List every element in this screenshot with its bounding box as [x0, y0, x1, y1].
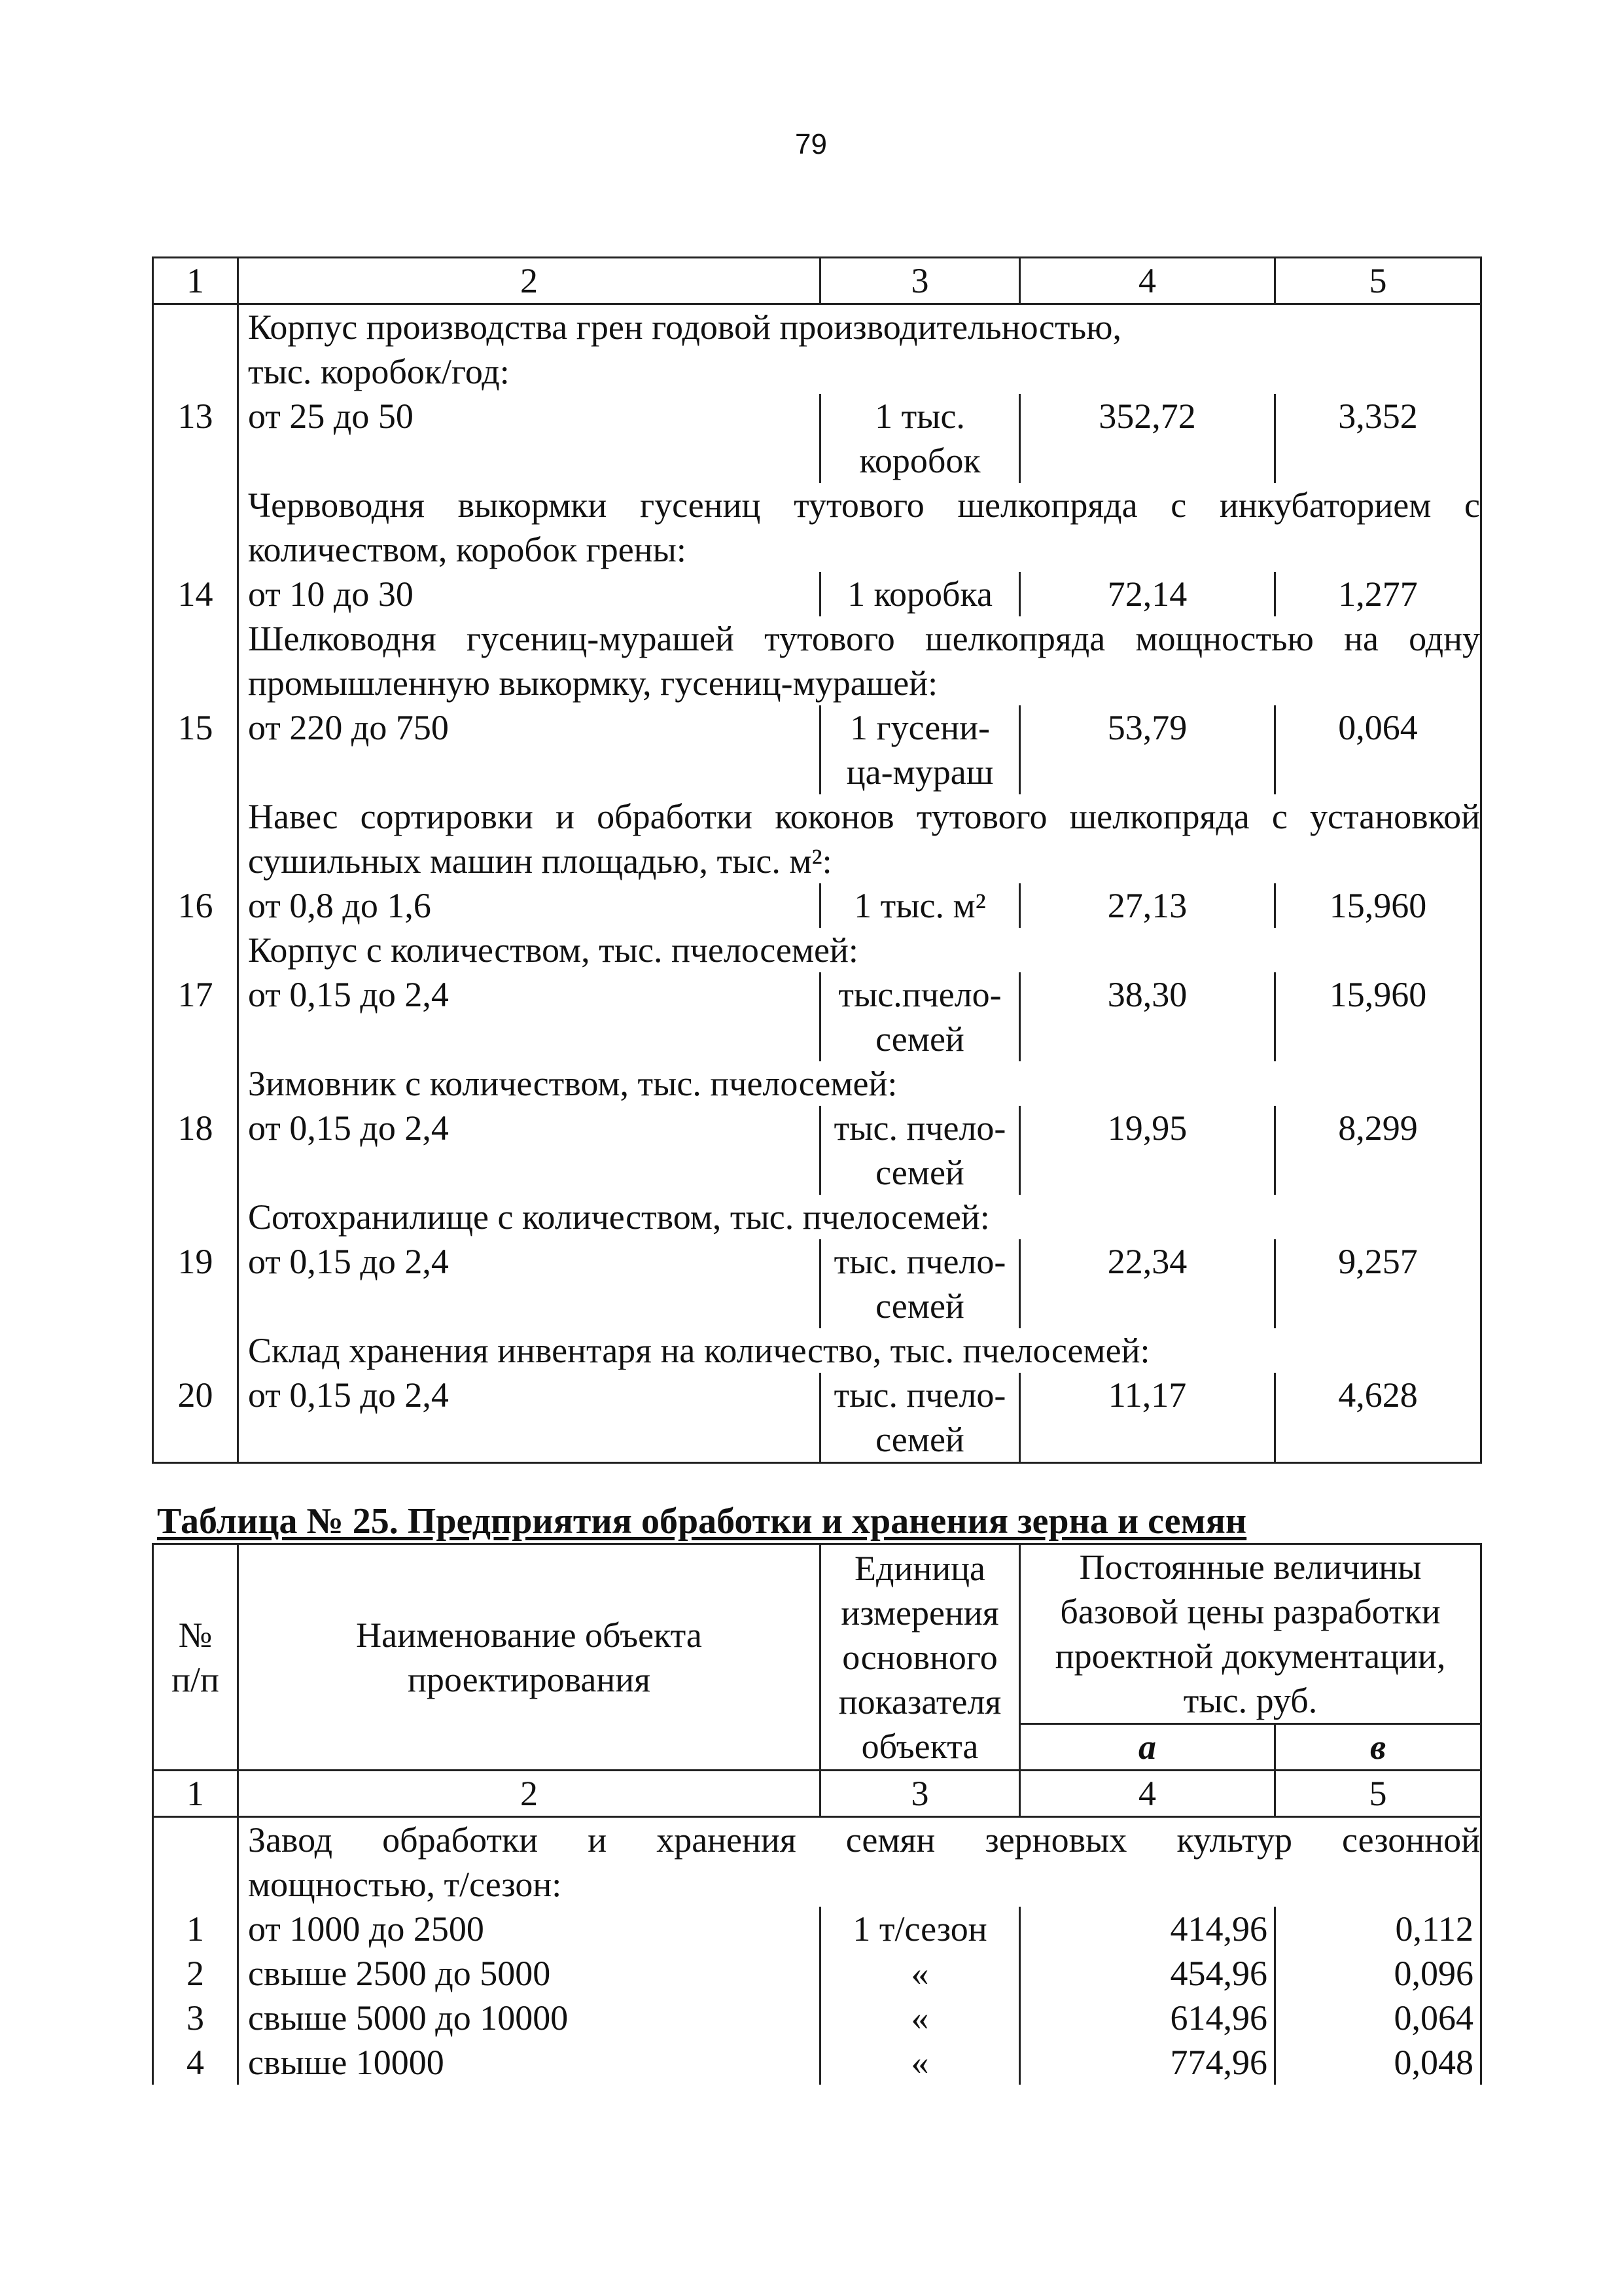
- object-name: от 1000 до 2500: [238, 1907, 820, 1951]
- table-header-row: [153, 1544, 1481, 1724]
- table-row: [153, 616, 1481, 705]
- value-a: 352,72: [1020, 394, 1275, 483]
- table-25: [152, 1543, 1482, 2085]
- table-row: [153, 1328, 1481, 1373]
- row-number: 13: [153, 394, 238, 483]
- col-number: 4: [1020, 258, 1275, 304]
- value-b: 0,064: [1275, 1996, 1481, 2040]
- unit-cell: 1 гусени- ца-мураш: [820, 705, 1020, 794]
- col-number: 3: [820, 258, 1020, 304]
- table-row: [153, 572, 1481, 616]
- col-number: 4: [1020, 1771, 1275, 1817]
- col-number: 2: [238, 1771, 820, 1817]
- range-cell: от 0,8 до 1,6: [238, 883, 820, 928]
- table-title: Таблица № 25. Предприятия обработки и хранения зерна и семян: [157, 1501, 1247, 1542]
- value-b: 3,352: [1275, 394, 1481, 483]
- table-row: [153, 1817, 1481, 1907]
- value-b: 9,257: [1275, 1239, 1481, 1328]
- range-cell: от 25 до 50: [238, 394, 820, 483]
- value-b: 1,277: [1275, 572, 1481, 616]
- row-number: 20: [153, 1373, 238, 1463]
- header-name: Наименование объекта проектирования: [238, 1544, 820, 1771]
- range-cell: от 220 до 750: [238, 705, 820, 794]
- object-title: Сотохранилище с количеством, тыс. пчелосемей:: [238, 1195, 1481, 1239]
- row-number: 3: [153, 1996, 238, 2040]
- value-a: 38,30: [1020, 972, 1275, 1061]
- col-number: 1: [153, 258, 238, 304]
- value-a: 72,14: [1020, 572, 1275, 616]
- table-row: [153, 2040, 1481, 2085]
- value-b: 0,064: [1275, 705, 1481, 794]
- table-row: [153, 1106, 1481, 1195]
- column-numbers-row: [153, 1771, 1481, 1817]
- table-continued: [152, 256, 1482, 1464]
- table-row: [153, 394, 1481, 483]
- value-a: 27,13: [1020, 883, 1275, 928]
- unit-cell: 1 т/сезон: [820, 1907, 1020, 1951]
- object-name: свыше 10000: [238, 2040, 820, 2085]
- header-unit: Единица измерения основного показателя объекта: [820, 1544, 1020, 1771]
- object-title: Зимовник с количеством, тыс. пчелосемей:: [238, 1061, 1481, 1106]
- value-a: 414,96: [1020, 1907, 1275, 1951]
- unit-cell: 1 коробка: [820, 572, 1020, 616]
- object-title: Навес сортировки и обработки коконов тутового шелкопряда с установкой сушильных машин площадью, тыс. м²:: [238, 794, 1481, 883]
- row-number: 19: [153, 1239, 238, 1328]
- table-row: [153, 304, 1481, 395]
- table-row: [153, 794, 1481, 883]
- table-row: [153, 1061, 1481, 1106]
- range-cell: от 0,15 до 2,4: [238, 1106, 820, 1195]
- table-row: [153, 928, 1481, 972]
- table-row: [153, 483, 1481, 572]
- unit-cell: тыс. пчело- семей: [820, 1106, 1020, 1195]
- col-number: 5: [1275, 1771, 1481, 1817]
- value-a: 614,96: [1020, 1996, 1275, 2040]
- value-b: 4,628: [1275, 1373, 1481, 1463]
- table-row: [153, 1195, 1481, 1239]
- group-title: Завод обработки и хранения семян зерновых культур сезонной мощностью, т/сезон:: [238, 1817, 1481, 1907]
- range-cell: от 10 до 30: [238, 572, 820, 616]
- unit-cell: тыс. пчело- семей: [820, 1373, 1020, 1463]
- col-number: 2: [238, 258, 820, 304]
- value-b: 0,048: [1275, 2040, 1481, 2085]
- unit-cell: тыс. пчело- семей: [820, 1239, 1020, 1328]
- range-cell: от 0,15 до 2,4: [238, 1373, 820, 1463]
- value-a: 454,96: [1020, 1951, 1275, 1996]
- object-title: Шелководня гусениц-мурашей тутового шелкопряда мощностью на одну промышленную выкормку, гусениц-мурашей:: [238, 616, 1481, 705]
- table-row: [153, 972, 1481, 1061]
- value-b: 15,960: [1275, 972, 1481, 1061]
- unit-cell: «: [820, 2040, 1020, 2085]
- header-number: № п/п: [153, 1544, 238, 1771]
- row-number: 1: [153, 1907, 238, 1951]
- table-row: [153, 1373, 1481, 1463]
- value-a: 11,17: [1020, 1373, 1275, 1463]
- range-cell: от 0,15 до 2,4: [238, 972, 820, 1061]
- object-title: Корпус с количеством, тыс. пчелосемей:: [238, 928, 1481, 972]
- range-cell: от 0,15 до 2,4: [238, 1239, 820, 1328]
- table-row: [153, 1951, 1481, 1996]
- table-row: [153, 1907, 1481, 1951]
- object-name: свыше 2500 до 5000: [238, 1951, 820, 1996]
- row-number: 16: [153, 883, 238, 928]
- header-b: в: [1275, 1724, 1481, 1771]
- value-a: 19,95: [1020, 1106, 1275, 1195]
- header-constants: Постоянные величины базовой цены разработки проектной документации, тыс. руб.: [1020, 1544, 1481, 1724]
- value-b: 0,096: [1275, 1951, 1481, 1996]
- table-row: [153, 883, 1481, 928]
- unit-cell: 1 тыс. м²: [820, 883, 1020, 928]
- row-number: 18: [153, 1106, 238, 1195]
- row-number: 15: [153, 705, 238, 794]
- object-title: Червоводня выкормки гусениц тутового шелкопряда с инкубаторием с количеством, коробок грены:: [238, 483, 1481, 572]
- table-row: [153, 1239, 1481, 1328]
- row-number: 4: [153, 2040, 238, 2085]
- row-number: 14: [153, 572, 238, 616]
- object-title: Корпус производства грен годовой производительностью, тыс. коробок/год:: [238, 304, 1481, 395]
- page-number: 79: [795, 128, 827, 160]
- unit-cell: 1 тыс. коробок: [820, 394, 1020, 483]
- table-header-row: [153, 258, 1481, 304]
- unit-cell: тыс.пчело- семей: [820, 972, 1020, 1061]
- value-a: 53,79: [1020, 705, 1275, 794]
- col-number: 3: [820, 1771, 1020, 1817]
- value-a: 774,96: [1020, 2040, 1275, 2085]
- col-number: 1: [153, 1771, 238, 1817]
- value-a: 22,34: [1020, 1239, 1275, 1328]
- header-a: а: [1020, 1724, 1275, 1771]
- value-b: 0,112: [1275, 1907, 1481, 1951]
- table-row: [153, 705, 1481, 794]
- object-title: Склад хранения инвентаря на количество, тыс. пчелосемей:: [238, 1328, 1481, 1373]
- unit-cell: «: [820, 1996, 1020, 2040]
- table-row: [153, 1996, 1481, 2040]
- row-number: 17: [153, 972, 238, 1061]
- unit-cell: «: [820, 1951, 1020, 1996]
- object-name: свыше 5000 до 10000: [238, 1996, 820, 2040]
- col-number: 5: [1275, 258, 1481, 304]
- value-b: 15,960: [1275, 883, 1481, 928]
- value-b: 8,299: [1275, 1106, 1481, 1195]
- row-number: 2: [153, 1951, 238, 1996]
